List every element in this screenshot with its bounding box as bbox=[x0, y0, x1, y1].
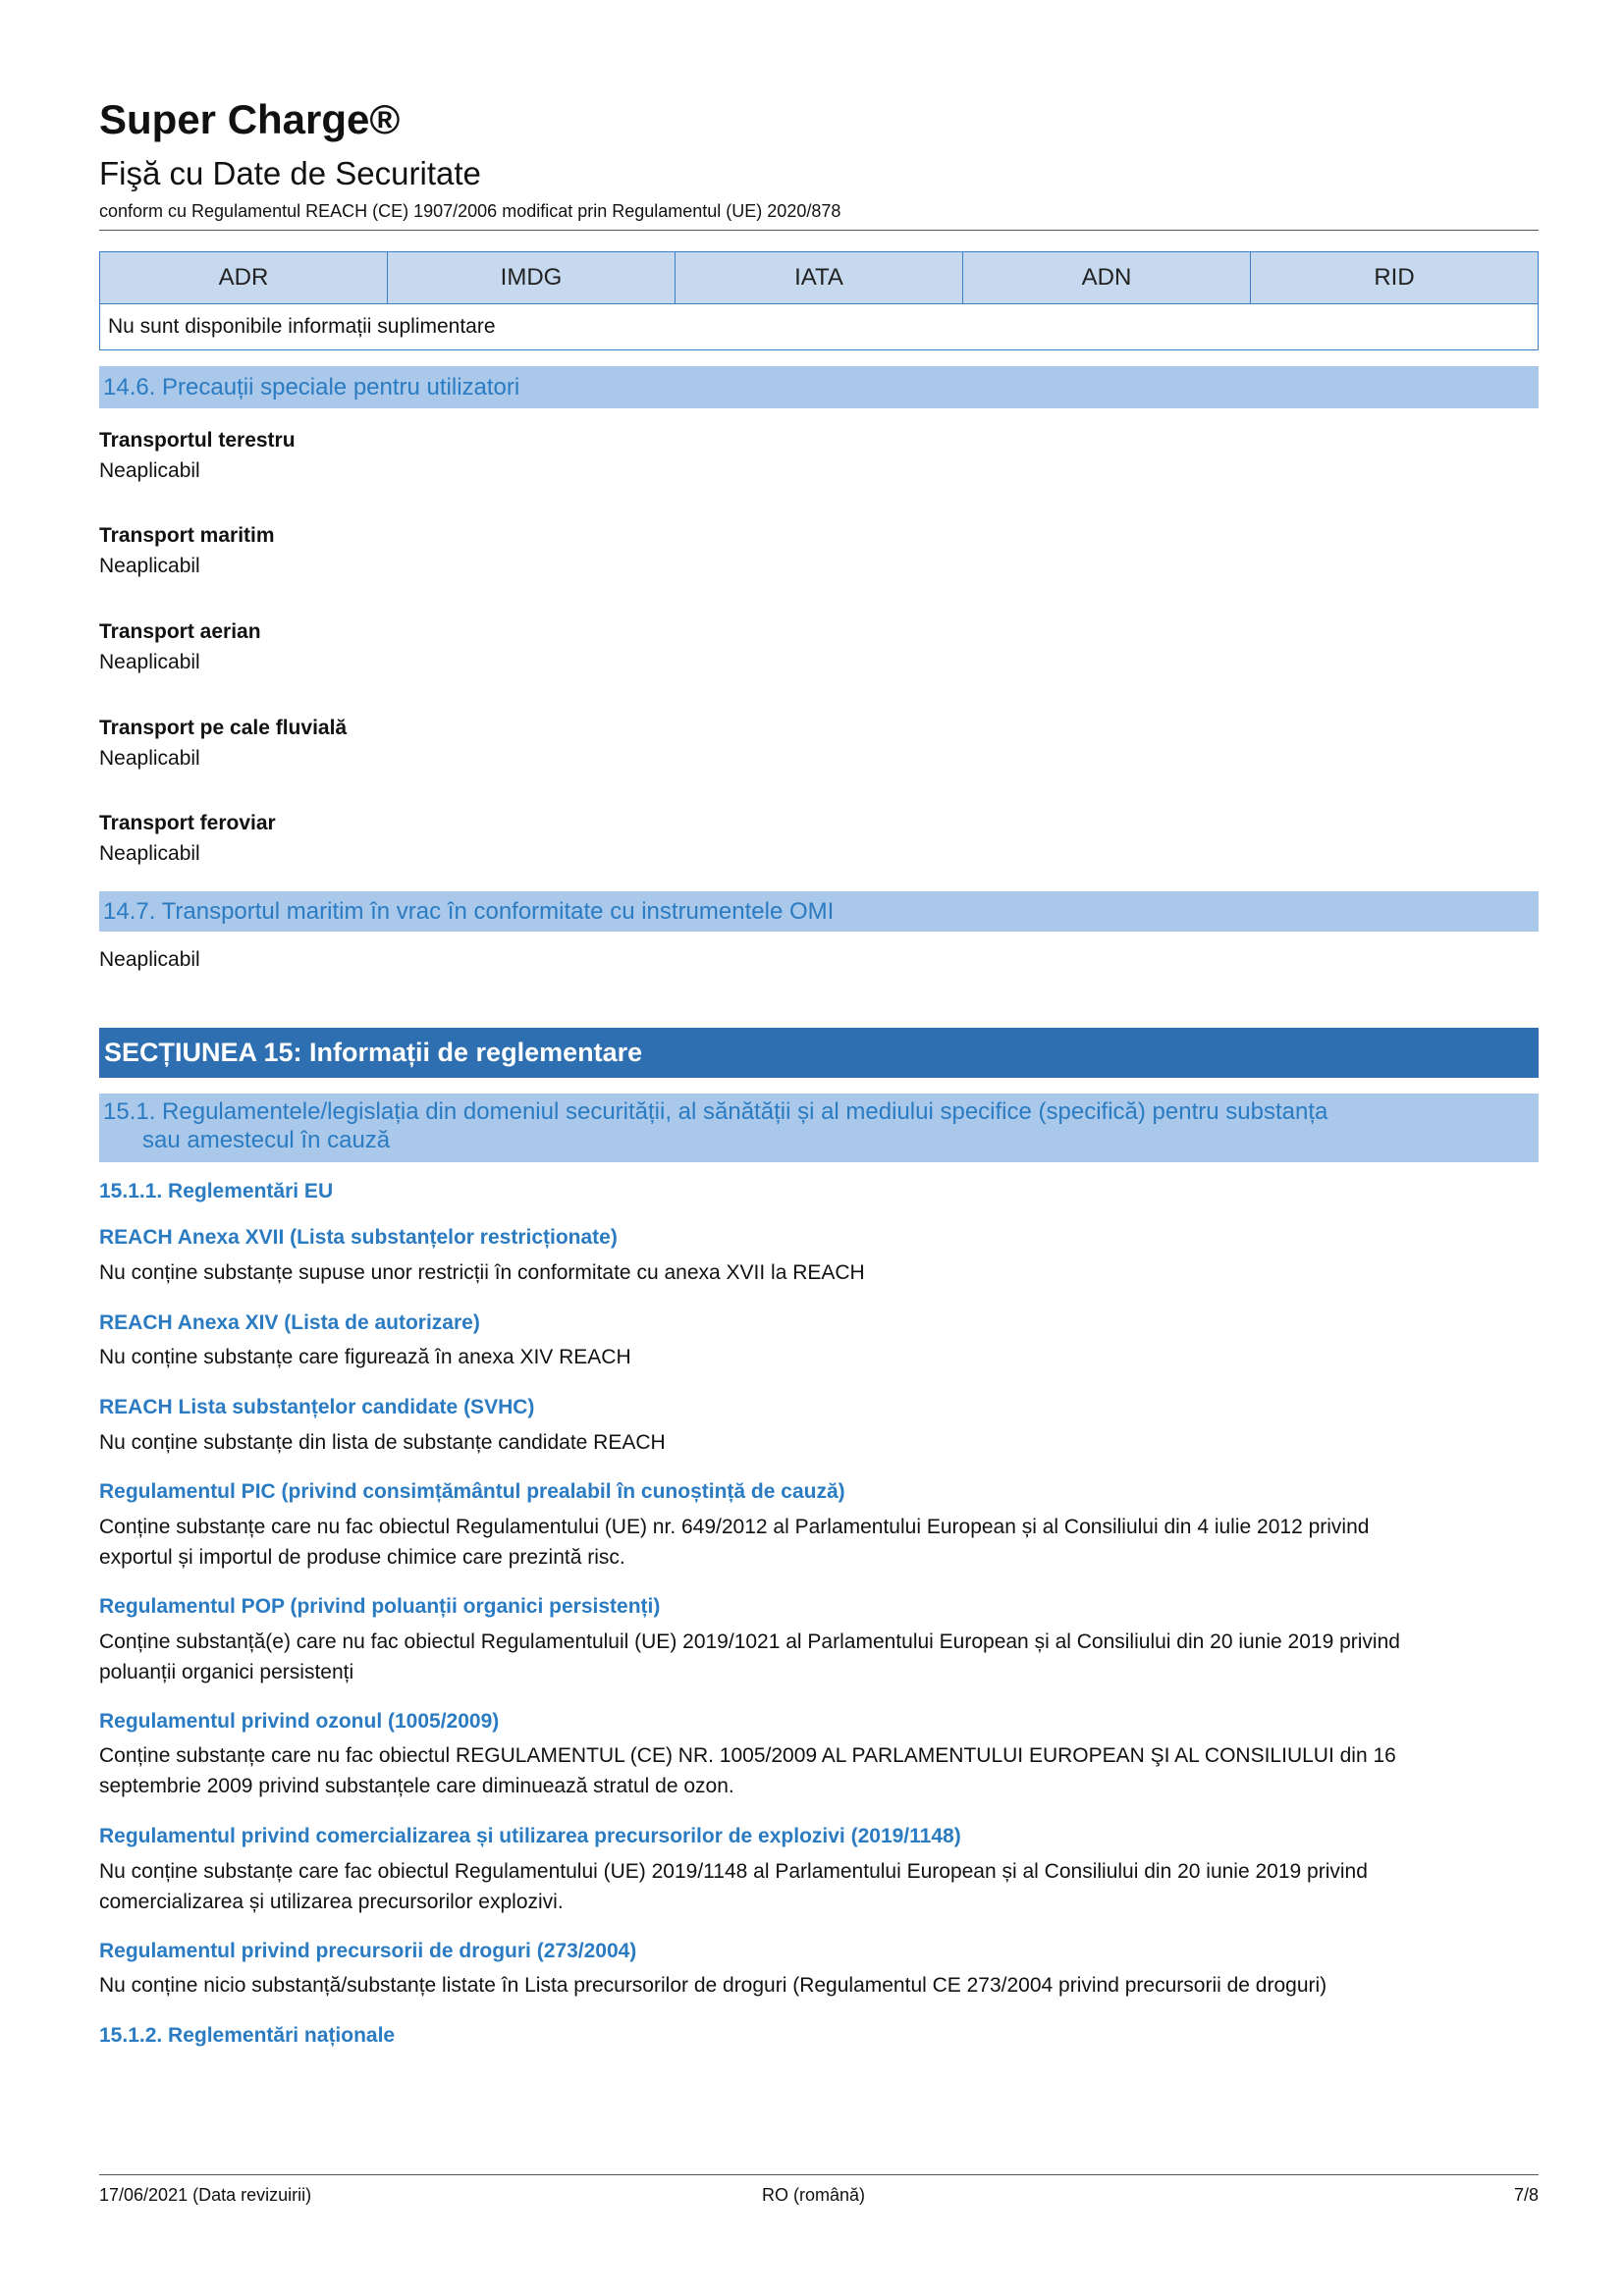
reg-block-text: Conține substanțe care nu fac obiectul Regulamentului (UE) nr. 649/2012 al Parlamentului European și al Consiliului din 4 iulie 2012 privind bbox=[99, 1516, 1370, 1538]
reg-block-title: Regulamentul privind ozonul (1005/2009) bbox=[99, 1710, 500, 1733]
reg-block-text-cont: exportul și importul de produse chimice care prezintă risc. bbox=[99, 1546, 625, 1569]
reg-block-text: Nu conține substanțe care figurează în anexa XIV REACH bbox=[99, 1346, 631, 1368]
section-14-6-heading: 14.6. Precauții speciale pentru utilizatori bbox=[99, 366, 1539, 408]
column-adr: ADR bbox=[100, 252, 388, 304]
section-15-1-heading-line2: sau amestecul în cauză bbox=[142, 1127, 391, 1153]
label-sea-transport: Transport maritim bbox=[99, 524, 275, 547]
label-air-transport: Transport aerian bbox=[99, 620, 261, 643]
value-rail-transport: Neaplicabil bbox=[99, 842, 200, 865]
column-rid: RID bbox=[1251, 252, 1539, 304]
header-divider bbox=[99, 230, 1539, 231]
section-15-heading: SECȚIUNEA 15: Informații de reglementare bbox=[99, 1028, 1539, 1078]
footer-language: RO (română) bbox=[762, 2185, 866, 2205]
reg-block-text-cont: poluanții organici persistenți bbox=[99, 1661, 354, 1683]
section-14-7-value: Neaplicabil bbox=[99, 948, 200, 971]
transport-table-header-row bbox=[100, 252, 1539, 304]
footer-divider bbox=[99, 2174, 1539, 2175]
section-15-1-heading bbox=[99, 1094, 1539, 1162]
reg-block-title: Regulamentul POP (privind poluanții organici persistenți) bbox=[99, 1595, 661, 1618]
reg-block-text: Conține substanță(e) care nu fac obiectul Regulamentuluil (UE) 2019/1021 al Parlamentului European și al Consiliului din 20 iunie 2019 privind bbox=[99, 1630, 1400, 1653]
reg-block-text-cont: comercializarea și utilizarea precursorilor explozivi. bbox=[99, 1891, 564, 1913]
transport-table bbox=[99, 251, 1539, 350]
label-inland-waterway-transport: Transport pe cale fluvială bbox=[99, 717, 348, 739]
value-inland-waterway-transport: Neaplicabil bbox=[99, 747, 200, 770]
reg-block-title: REACH Anexa XVII (Lista substanțelor restricționate) bbox=[99, 1226, 618, 1249]
value-sea-transport: Neaplicabil bbox=[99, 555, 200, 577]
reg-block-title: Regulamentul privind precursorii de droguri (273/2004) bbox=[99, 1940, 637, 1962]
label-road-transport: Transportul terestru bbox=[99, 429, 296, 452]
column-imdg: IMDG bbox=[388, 252, 676, 304]
transport-table-row bbox=[100, 304, 1539, 350]
national-regulations-heading: 15.1.2. Reglementări naționale bbox=[99, 2024, 396, 2047]
reg-block-text: Nu conține substanțe supuse unor restricții în conformitate cu anexa XVII la REACH bbox=[99, 1261, 865, 1284]
footer-page-number: 7/8 bbox=[1513, 2185, 1539, 2205]
regulation-line: conform cu Regulamentul REACH (CE) 1907/2006 modificat prin Regulamentul (UE) 2020/878 bbox=[99, 201, 841, 221]
column-iata: IATA bbox=[676, 252, 963, 304]
reg-block-text: Nu conține substanțe care fac obiectul Regulamentului (UE) 2019/1148 al Parlamentului European și al Consiliului din 20 iunie 2019 privind bbox=[99, 1860, 1368, 1883]
reg-block-title: REACH Anexa XIV (Lista de autorizare) bbox=[99, 1311, 480, 1334]
value-air-transport: Neaplicabil bbox=[99, 651, 200, 673]
reg-block-title: Regulamentul privind comercializarea și utilizarea precursorilor de explozivi (2019/1148) bbox=[99, 1825, 961, 1847]
reg-block-text-cont: septembrie 2009 privind substanțele care diminuează stratul de ozon. bbox=[99, 1775, 734, 1797]
label-rail-transport: Transport feroviar bbox=[99, 812, 276, 834]
value-road-transport: Neaplicabil bbox=[99, 459, 200, 482]
eu-regulations-heading: 15.1.1. Reglementări EU bbox=[99, 1180, 334, 1202]
transport-table-note: Nu sunt disponibile informații suplimentare bbox=[100, 304, 1539, 350]
reg-block-title: Regulamentul PIC (privind consimțământul prealabil în cunoștință de cauză) bbox=[99, 1480, 845, 1503]
footer-revision-date: 17/06/2021 (Data revizuirii) bbox=[99, 2185, 312, 2205]
product-name: Super Charge® bbox=[99, 96, 401, 142]
column-adn: ADN bbox=[963, 252, 1251, 304]
section-15-1-heading-line1: 15.1. Regulamentele/legislația din domeniul securității, al sănătății și al mediului specifice (specifică) pentru substanța bbox=[103, 1098, 1328, 1125]
reg-block-text: Nu conține substanțe din lista de substanțe candidate REACH bbox=[99, 1431, 666, 1454]
reg-block-title: REACH Lista substanțelor candidate (SVHC) bbox=[99, 1396, 535, 1418]
reg-block-text: Conține substanțe care nu fac obiectul REGULAMENTUL (CE) NR. 1005/2009 AL PARLAMENTULUI EUROPEAN ŞI AL CONSILIULUI din 16 bbox=[99, 1744, 1396, 1767]
reg-block-text: Nu conține nicio substanță/substanțe listate în Lista precursorilor de droguri (Regulamentul CE 273/2004 privind precursorii de droguri) bbox=[99, 1974, 1327, 1997]
section-14-7-heading: 14.7. Transportul maritim în vrac în conformitate cu instrumentele OMI bbox=[99, 891, 1539, 932]
document-title: Fişă cu Date de Securitate bbox=[99, 155, 481, 191]
